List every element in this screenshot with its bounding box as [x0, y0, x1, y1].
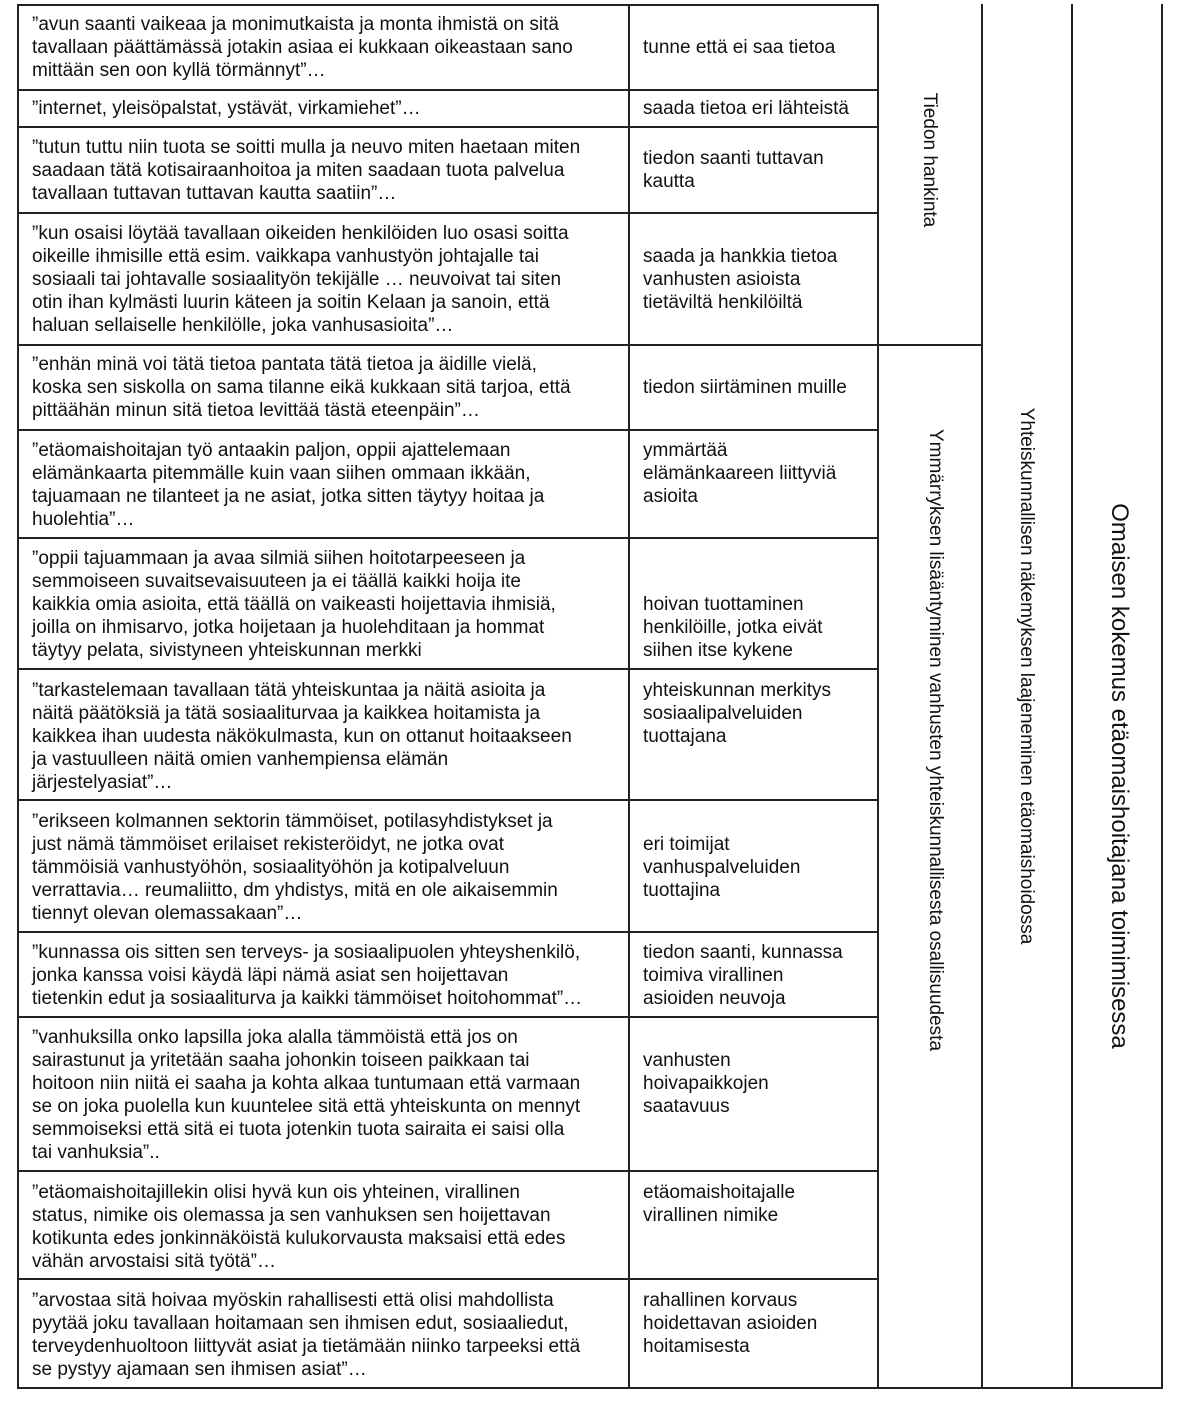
- quote-cell: ”etäomaishoitajan työ antaakin paljon, oppii ajattelemaan elämänkaarta pitemmälle kuin vaan siihen ommaan ikkään, tajuamaan ne tilanteet ja ne asiat, jotka sitten täytyy hoitaa ja huolehtia”…: [32, 440, 545, 530]
- code-cell: eri toimijat vanhuspalveluiden tuottajina: [643, 834, 801, 901]
- quote-cell: ”erikseen kolmannen sektorin tämmöiset, potilasyhdistykset ja just nämä tämmöiset erilaiset rekisteröidyt, ne jotka ovat tämmöisiä vanhustyöhön, sosiaalityöhön ja kotipalveluun verrattavia… reumaliitto, dm yhdistys, mitä en ole aikaisemmin tiennyt olevan olemassakaan”…: [32, 811, 558, 924]
- table-bottom-border: [17, 1387, 1163, 1389]
- code-cell: tiedon siirtäminen muille: [643, 377, 847, 398]
- core-category-label: Omaisen kokemus etäomaishoitajana toimimisessa: [1106, 503, 1133, 1049]
- quote-cell: ”kun osaisi löytää tavallaan oikeiden henkilöiden luo osasi soitta oikeille ihmisille että esim. vaikkapa vanhustyön johtajalle tai sosiaali tai johtavalle sosiaalityön tekijälle … neuvoivat tai siten otin ihan kylmästi luurin käteen ja soitin Kelaan ja sanoin, että haluan sellaiselle henkilölle, joka vanhusasioita”…: [32, 223, 569, 336]
- quote-cell: ”internet, yleisöpalstat, ystävät, virkamiehet”…: [32, 98, 421, 119]
- code-cell: saada ja hankkia tietoa vanhusten asioista tietäviltä henkilöiltä: [643, 245, 838, 313]
- code-cell: vanhusten hoivapaikkojen saatavuus: [643, 1050, 769, 1117]
- quote-cell: ”avun saanti vaikeaa ja monimutkaista ja monta ihmistä on sitä tavallaan päättämässä jotakin asiaa ei kukkaan oikeastaan sano mittään sen oon kyllä törmännyt”…: [32, 14, 573, 81]
- code-cell: yhteiskunnan merkitys sosiaalipalveluiden tuottajana: [643, 680, 831, 747]
- table-right-border: [1161, 4, 1163, 1389]
- quote-cell: ”etäomaishoitajillekin olisi hyvä kun ois yhteinen, virallinen status, nimike ois olemassa ja sen vanhuksen sen hoijettavan kotikunta edes jonkinnäköistä kulukorvausta maksaisi että edes vähän arvostaisi sitä työtä”…: [32, 1182, 566, 1272]
- row-divider: [17, 1170, 879, 1172]
- row-divider: [17, 931, 879, 933]
- code-cell: tunne että ei saa tietoa: [643, 37, 836, 58]
- column-divider-subcategory-main: [981, 4, 983, 1389]
- quote-cell: ”vanhuksilla onko lapsilla joka alalla tämmöistä että jos on sairastunut ja yritetään saaha johonkin toiseen paikkaan tai hoitoon niin niitä ei saaha ja kohta alkaa tuntumaan että varmaan se on joka puolella kun kuuntelee sitä että yhteiskunta on mennyt semmoiseksi että sitä ei tuota jotenkin tuota sairaita ei saisi olla tai vanhuksia”..: [32, 1027, 581, 1163]
- row-divider: [17, 668, 879, 670]
- code-cell: tiedon saanti tuttavan kautta: [643, 148, 824, 192]
- code-cell: ymmärtää elämänkaareen liittyviä asioita: [643, 440, 837, 507]
- code-cell: saada tietoa eri lähteistä: [643, 98, 849, 119]
- main-category-label: Yhteiskunnallisen näkemyksen laajeneminen etäomaishoidossa: [1016, 407, 1037, 945]
- subcategory-label-information-acquisition: Tiedon hankinta: [919, 92, 940, 228]
- code-cell: hoivan tuottaminen henkilöille, jotka eivät siihen itse kykene: [643, 594, 823, 661]
- code-cell: etäomaishoitajalle virallinen nimike: [643, 1182, 796, 1226]
- code-cell: tiedon saanti, kunnassa toimiva virallinen asioiden neuvoja: [643, 942, 843, 1009]
- quote-cell: ”oppii tajuammaan ja avaa silmiä siihen hoitotarpeeseen ja semmoiseen suvaitsevaisuuteen ja ei täällä kaikki hoija ite kaikkia omia asioita, että täällä on vaikeasti hoijettavia ihmisiä, joilla on ihmisarvo, jotka hoijetaan ja huolehditaan ja hommat täytyy pelata, sivistyneen yhteiskunnan merkki: [32, 548, 556, 661]
- subcategory-label-understanding-growth: Ymmärryksen lisääntyminen vanhusten yhteiskunnallisesta osallisuudesta: [925, 428, 946, 1052]
- quote-cell: ”enhän minä voi tätä tietoa pantata tätä tietoa ja äidille vielä, koska sen siskolla on sama tilanne eikä kukkaan sitä tarjoa, että pittäähän minun sitä tietoa levittää tästä eteenpäin”…: [32, 354, 571, 421]
- row-divider: [17, 1016, 879, 1018]
- row-divider: [17, 799, 879, 801]
- quote-cell: ”arvostaa sitä hoivaa myöskin rahallisesti että olisi mahdollista pyytää joku tavallaan hoitamaan sen ihmisen edut, sosiaaliedut, terveydenhuoltoon liittyvät asiat ja tietämään niinko tarpeeksi että se pystyy ajamaan sen ihmisen asiat”…: [32, 1290, 581, 1380]
- row-divider: [17, 1278, 879, 1280]
- column-divider-main-core: [1071, 4, 1073, 1389]
- row-divider: [17, 429, 879, 431]
- row-divider: [17, 537, 879, 539]
- code-cell: rahallinen korvaus hoidettavan asioiden hoitamisesta: [643, 1290, 818, 1357]
- quote-cell: ”tutun tuttu niin tuota se soitti mulla ja neuvo miten haetaan miten saadaan tätä kotisairaanhoitoa ja miten saadaan tuota palvelua tavallaan tuttavan tuttavan kautta saatiin”…: [32, 137, 581, 204]
- quote-cell: ”tarkastelemaan tavallaan tätä yhteiskuntaa ja näitä asioita ja näitä päätöksiä ja tätä sosiaaliturvaa ja kaikkea hoitamista ja kaikkea ihan uudesta näkökulmasta, kun on ottanut hoitaakseen ja vastuulleen näitä omien vanhempiensa elämän järjestelyasiat”…: [32, 680, 572, 793]
- quote-cell: ”kunnassa ois sitten sen terveys- ja sosiaalipuolen yhteyshenkilö, jonka kanssa voisi käydä läpi nämä asiat sen hoijettavan tietenkin edut ja sosiaaliturva ja kaikki tämmöiset hoitohommat”…: [32, 942, 583, 1009]
